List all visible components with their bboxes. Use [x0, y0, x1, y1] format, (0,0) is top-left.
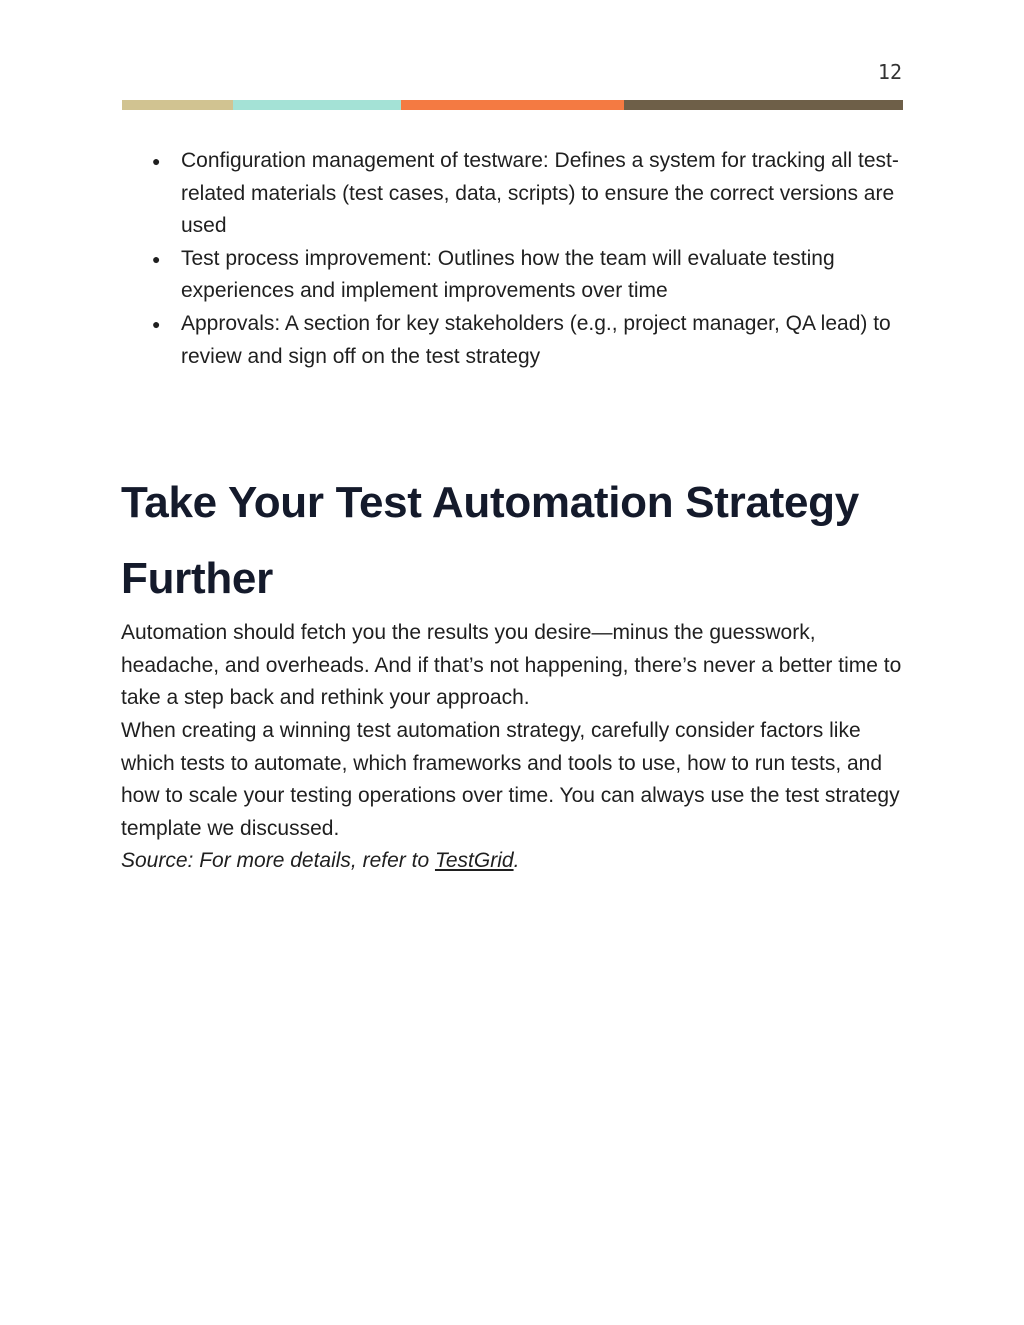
color-bar-segment-mint: [233, 100, 401, 110]
color-bar-segment-orange: [401, 100, 624, 110]
source-note: [121, 845, 903, 878]
list-item: [121, 243, 903, 308]
paragraph: Automation should fetch you the results you desire—minus the guesswork, headache, and overheads. And if that’s not happening, there’s never a better time to take a step back and rethink your approach.: [121, 621, 902, 710]
color-bar-segment-brown: [624, 100, 903, 110]
bullet-icon: ●: [152, 153, 161, 169]
source-suffix: .: [513, 849, 520, 873]
list-item-text: Configuration management of testware: Defines a system for tracking all test-related materials (test cases, data, scripts) to ensure the correct versions are used: [181, 149, 899, 238]
list-item-text: Approvals: A section for key stakeholders (e.g., project manager, QA lead) to review and sign off on the test strategy: [181, 311, 891, 368]
bullet-icon: ●: [152, 250, 161, 267]
list-item: [121, 308, 903, 373]
page-content: [121, 145, 903, 878]
section-heading: Take Your Test Automation Strategy Further: [121, 478, 859, 604]
list-item-text: Test process improvement: Outlines how the team will evaluate testing experiences and implement improvements over time: [181, 246, 835, 303]
testgrid-link[interactable]: TestGrid: [434, 849, 514, 873]
bullet-icon: ●: [152, 315, 161, 332]
list-item: [121, 145, 903, 243]
header-color-bar: [122, 100, 903, 110]
page-number: 12: [877, 60, 902, 84]
color-bar-segment-tan: [122, 100, 233, 110]
bullet-list: [121, 145, 903, 373]
source-prefix: Source: For more details, refer to: [121, 849, 435, 873]
paragraph: When creating a winning test automation strategy, carefully consider factors like which tests to automate, which frameworks and tools to use, how to run tests, and how to scale your testing operations over time. You can always use the test strategy template we discussed.: [121, 718, 900, 840]
